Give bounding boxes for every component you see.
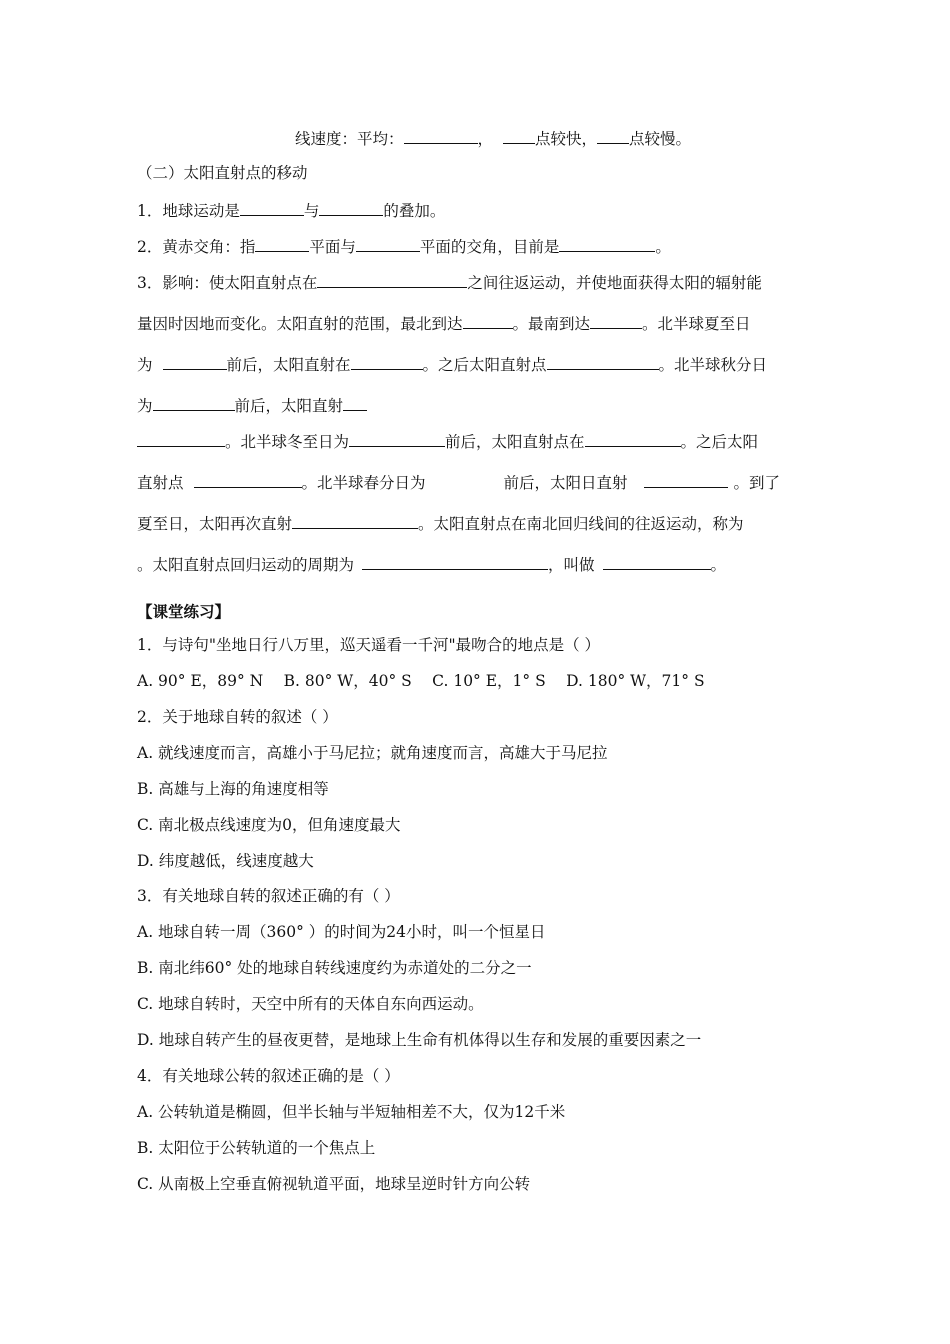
blank[interactable]: [362, 554, 548, 570]
question-line: 3．有关地球自转的叙述正确的有（ ）: [137, 887, 400, 905]
blank[interactable]: [343, 395, 367, 411]
question-line: B. 太阳位于公转轨道的一个焦点上: [137, 1139, 376, 1157]
line-9: 直射点 。北半球春分日为 前后，太阳日直射 。到了: [137, 474, 781, 492]
line-10: 夏至日，太阳再次直射 。太阳直射点在南北回归线间的往返运动，称为: [137, 515, 744, 533]
blank[interactable]: [349, 431, 445, 447]
blank[interactable]: [356, 236, 420, 252]
blank[interactable]: [163, 354, 227, 370]
blank[interactable]: [644, 472, 728, 488]
question-line: 1．与诗句"坐地日行八万里，巡天遥看一千河"最吻合的地点是（ ）: [137, 636, 601, 654]
question-line: 4．有关地球公转的叙述正确的是（ ）: [137, 1067, 400, 1085]
question-line: 2．关于地球自转的叙述（ ）: [137, 708, 338, 726]
line-4: 3．影响：使太阳直射点在 之间往返运动，并使地面获得太阳的辐射能: [137, 274, 762, 292]
question-line: B. 高雄与上海的角速度相等: [137, 780, 329, 798]
blank[interactable]: [292, 513, 418, 529]
question-line: D. 纬度越低，线速度越大: [137, 852, 314, 870]
blank[interactable]: [153, 395, 235, 411]
blank[interactable]: [547, 354, 659, 370]
question-line: D. 地球自转产生的昼夜更替，是地球上生命有机体得以生存和发展的重要因素之一: [137, 1031, 702, 1049]
line-11: 。太阳直射点回归运动的周期为 ，叫做 。: [137, 556, 727, 574]
blank[interactable]: [503, 128, 535, 144]
blank[interactable]: [240, 200, 304, 216]
blank[interactable]: [463, 313, 513, 329]
question-line: A. 公转轨道是椭圆，但半长轴与半短轴相差不大，仅为12千米: [137, 1103, 566, 1121]
line-2: 1．地球运动是 与 的叠加。: [137, 202, 446, 220]
question-line: A. 地球自转一周（360° ）的时间为24小时，叫一个恒星日: [137, 923, 546, 941]
blank[interactable]: [317, 272, 467, 288]
question-line: C. 从南极上空垂直俯视轨道平面，地球呈逆时针方向公转: [137, 1175, 531, 1193]
blank[interactable]: [351, 354, 423, 370]
blank[interactable]: [559, 236, 655, 252]
blank[interactable]: [137, 431, 225, 447]
blank[interactable]: [597, 128, 629, 144]
line-8: 。北半球冬至日为 前后，太阳直射点在 。之后太阳: [137, 431, 758, 452]
section-title: 【课堂练习】: [137, 602, 231, 621]
question-line: A. 90° E，89° N B. 80° W，40° S C. 10° E，1° S D. 180° W，71° S: [137, 672, 705, 690]
blank[interactable]: [590, 313, 642, 329]
question-line: C. 南北极点线速度为0，但角速度最大: [137, 816, 401, 834]
blank[interactable]: [585, 431, 681, 447]
question-line: A. 就线速度而言，高雄小于马尼拉；就角速度而言，高雄大于马尼拉: [137, 744, 608, 762]
line-0: 线速度：平均： ， 点较快， 点较慢。: [295, 130, 692, 148]
blank[interactable]: [603, 554, 711, 570]
line-7: 为 前后，太阳直射: [137, 395, 367, 416]
blank[interactable]: [194, 472, 302, 488]
line-6: 为 前后，太阳直射在 。之后太阳直射点 。北半球秋分日: [137, 356, 768, 374]
line-1: （二）太阳直射点的移动: [137, 164, 308, 182]
question-line: C. 地球自转时，天空中所有的天体自东向西运动。: [137, 995, 484, 1013]
blank[interactable]: [404, 128, 478, 144]
line-3: 2．黄赤交角：指 平面与 平面的交角，目前是 。: [137, 238, 671, 256]
blank[interactable]: [319, 200, 383, 216]
line-5: 量因时因地而变化。太阳直射的范围，最北到达 。最南到达 。北半球夏至日: [137, 315, 751, 333]
question-line: B. 南北纬60° 处的地球自转线速度约为赤道处的二分之一: [137, 959, 532, 977]
blank[interactable]: [255, 236, 309, 252]
